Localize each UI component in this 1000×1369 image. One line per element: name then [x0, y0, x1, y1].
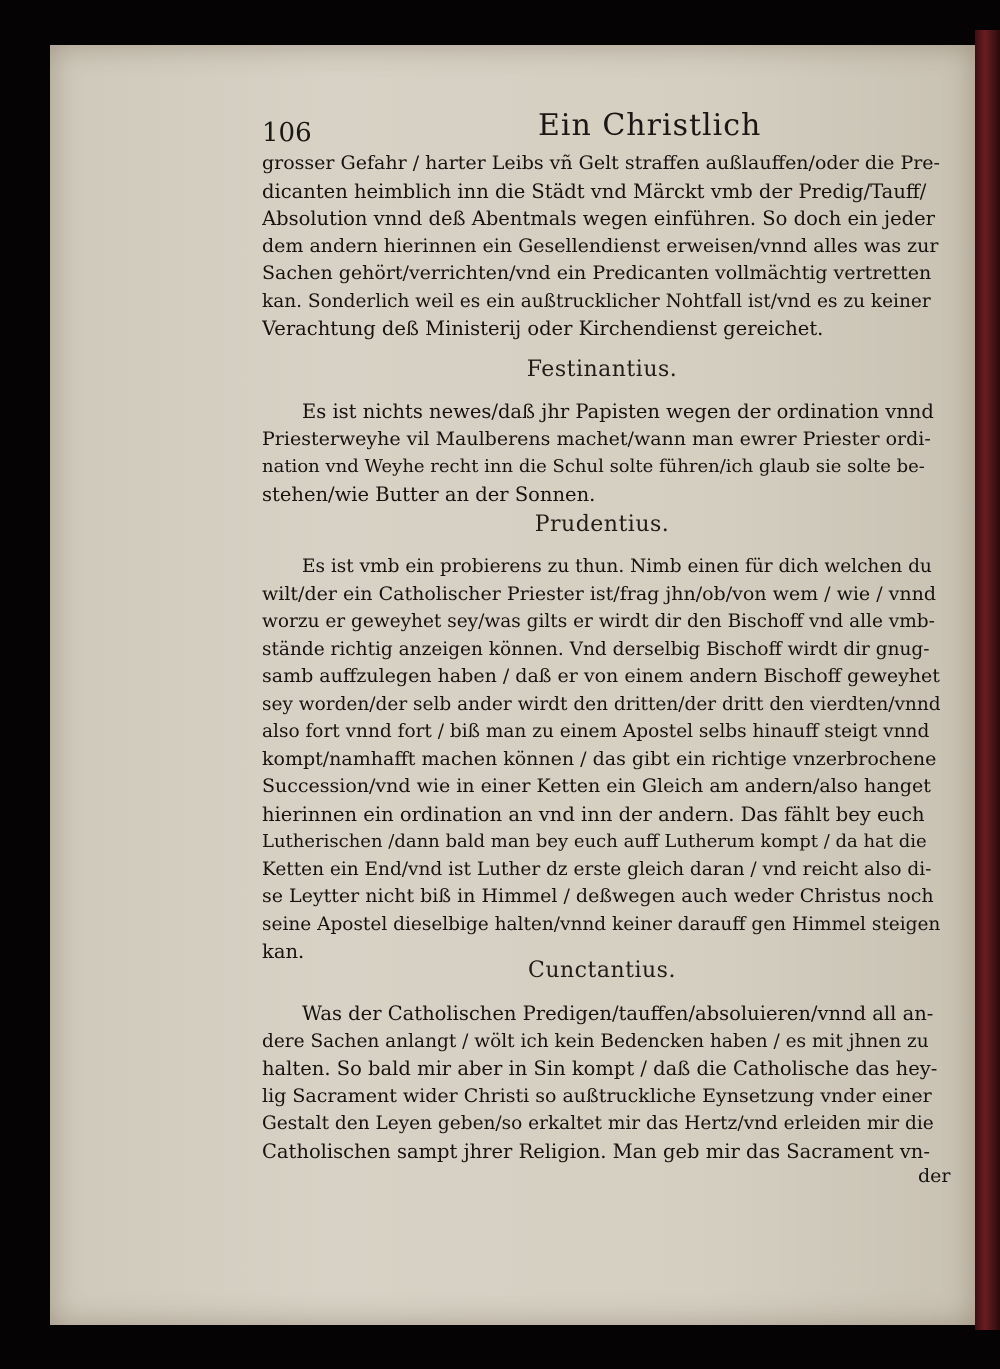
text-line: wilt/der ein Catholischer Priester ist/frag jhn/ob/von wem / wie / vnnd [262, 582, 937, 605]
text-line: Verachtung deß Ministerij oder Kirchendienst gereichet. [262, 317, 824, 340]
speaker-cunctantius: Cunctantius. [528, 958, 676, 983]
text-line: seine Apostel dieselbige halten/vnnd keiner darauff gen Himmel steigen [262, 913, 941, 935]
text-line: Sachen gehört/verrichten/vnd ein Predicanten vollmächtig vertretten [262, 262, 932, 284]
speaker-prudentius: Prudentius. [534, 512, 670, 537]
text-line: se Leytter nicht biß in Himmel / deßwegen auch weder Christus noch [262, 885, 934, 907]
text-line: grosser Gefahr / harter Leibs vñ Gelt straffen außlauffen/oder die Pre- [262, 152, 940, 174]
page-number: 106 [262, 118, 312, 148]
text-line: also fort vnnd fort / biß man zu einem Apostel selbs hinauff steigt vnnd [262, 721, 930, 742]
text-line: Ketten ein End/vnd ist Luther dz erste gleich daran / vnd reicht also di- [262, 858, 932, 880]
text-line: worzu er geweyhet sey/was gilts er wirdt dir den Bischoff vnd alle vmb- [262, 611, 935, 632]
text-line: Lutherischen /dann bald man bey euch auff Lutherum kompt / da hat die [262, 831, 927, 852]
catchword: der [918, 1165, 951, 1187]
text-line: Es ist nichts newes/daß jhr Papisten wegen der ordination vnnd [302, 400, 934, 423]
text-line: nation vnd Weyhe recht inn die Schul solte führen/ich glaub sie solte be- [262, 456, 925, 477]
text-line: kompt/namhafft machen können / das gibt ein richtige vnzerbrochene [262, 747, 937, 770]
text-line: dicanten heimblich inn die Städt vnd Märckt vmb der Predig/Tauff/ [262, 179, 927, 203]
paragraph-4 [262, 1000, 942, 1165]
text-line: Priesterweyhe vil Maulberens machet/wann man ewrer Priester ordi- [262, 427, 931, 450]
text-line: stehen/wie Butter an der Sonnen. [262, 482, 596, 506]
text-line: dere Sachen anlangt / wölt ich kein Bedencken haben / es mit jhnen zu [262, 1030, 929, 1052]
text-line: Gestalt den Leyen geben/so erkaltet mir das Hertz/vnd erleiden mir die [262, 1113, 934, 1134]
text-line: hierinnen ein ordination an vnd inn der andern. Das fählt bey euch [262, 802, 925, 826]
text-line: lig Sacrament wider Christi so außtruckliche Eynsetzung vnder einer [262, 1084, 932, 1107]
text-line: samb auffzulegen haben / daß er von einem andern Bischoff geweyhet [262, 665, 940, 687]
paragraph-1 [262, 150, 942, 343]
book-edge [975, 30, 1000, 1330]
text-line: dem andern hierinnen ein Gesellendienst erweisen/vnnd alles was zur [262, 234, 939, 257]
paragraph-3 [262, 553, 942, 966]
paragraph-2 [262, 398, 942, 508]
text-line: Was der Catholischen Predigen/tauffen/absoluieren/vnnd all an- [302, 1002, 934, 1025]
text-line: sey worden/der selb ander wirdt den dritten/der dritt den vierdten/vnnd [262, 693, 941, 715]
speaker-festinantius: Festinantius. [526, 357, 678, 382]
text-line: Catholischen sampt jhrer Religion. Man geb mir das Sacrament vn- [262, 1139, 930, 1163]
text-line: kan. [262, 940, 305, 963]
text-line: Succession/vnd wie in einer Ketten ein Gleich am andern/also hanget [262, 775, 931, 797]
text-line: kan. Sonderlich weil es ein außtrucklicher Nohtfall ist/vnd es zu keiner [262, 290, 931, 312]
text-line: Absolution vnnd deß Abentmals wegen einführen. So doch ein jeder [262, 207, 935, 230]
running-title: Ein Christlich [538, 108, 762, 143]
text-line: stände richtig anzeigen können. Vnd derselbig Bischoff wirdt dir gnug- [262, 638, 930, 660]
text-line: halten. So bald mir aber in Sin kompt / daß die Catholische das hey- [262, 1057, 938, 1080]
text-line: Es ist vmb ein probierens zu thun. Nimb einen für dich welchen du [302, 556, 932, 577]
